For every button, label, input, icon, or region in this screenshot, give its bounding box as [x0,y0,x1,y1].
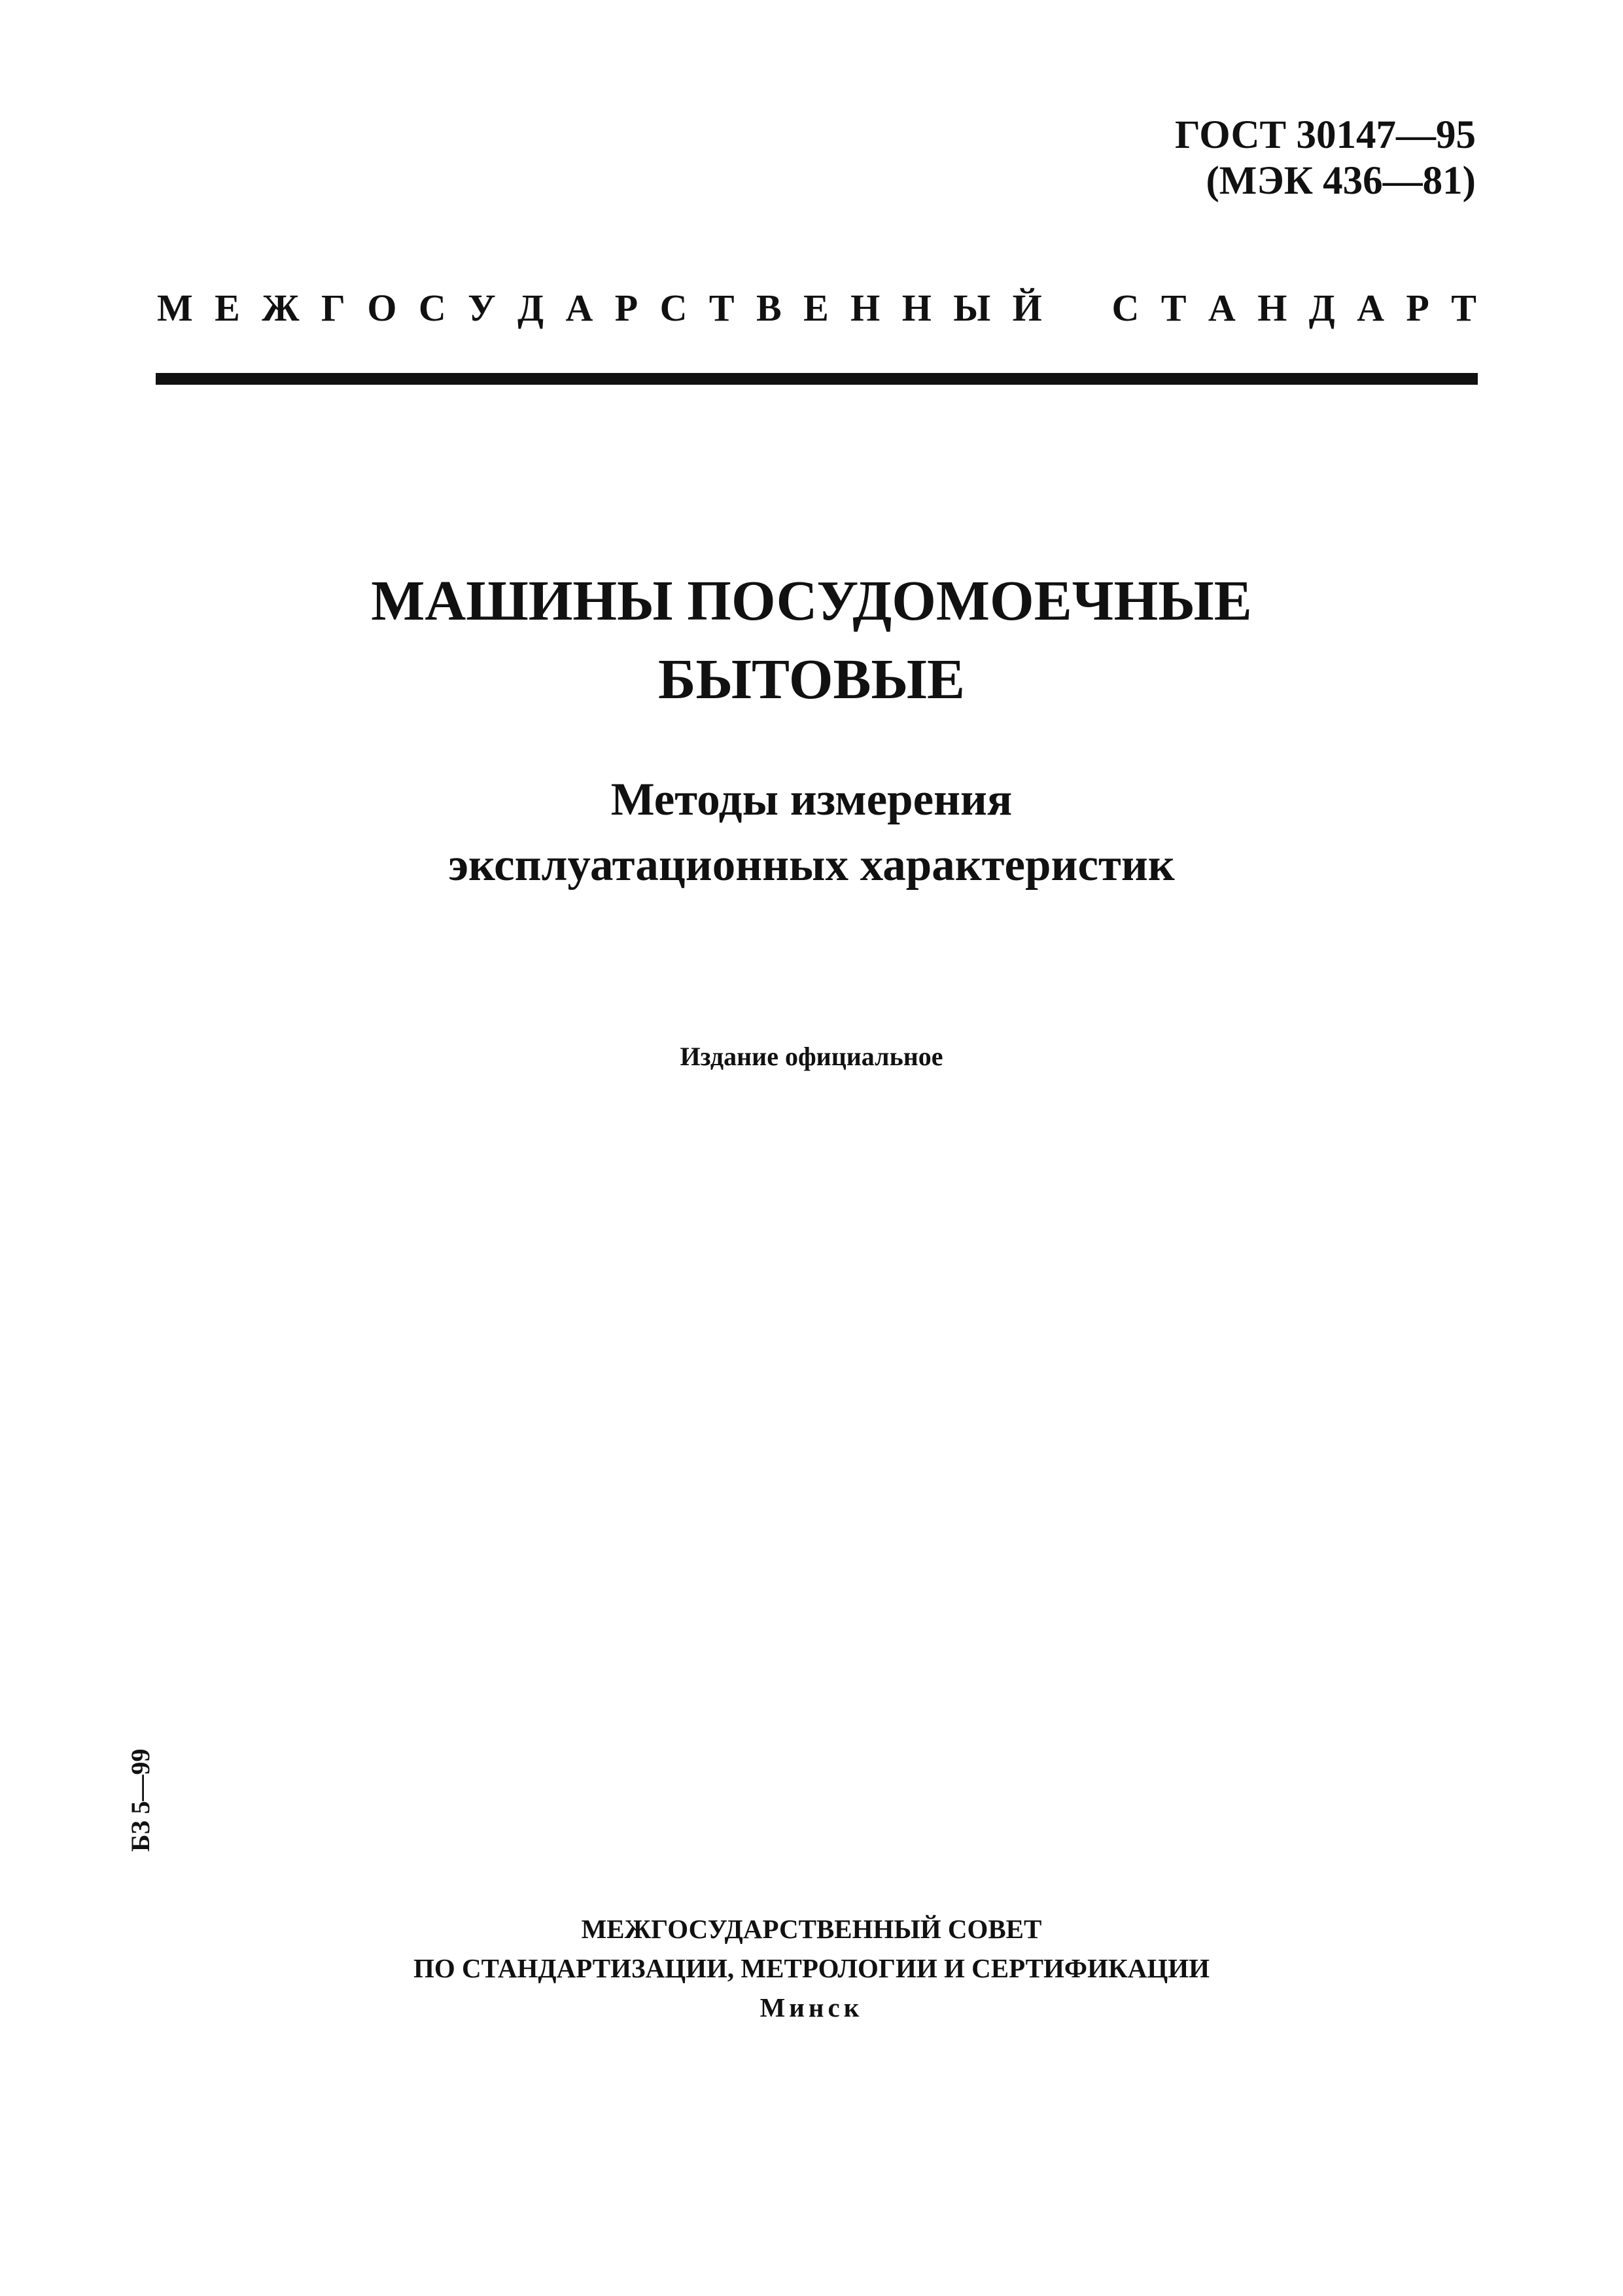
heading-letter: У [468,287,496,329]
heading-letter: Н [850,287,881,329]
heading-letter: Ы [953,287,991,329]
word-gap [1064,285,1090,331]
edition-note: Издание официальное [680,1042,943,1071]
heading-letter: Т [708,287,735,329]
title-line-2: БЫТОВЫЕ [658,647,965,711]
heading-letter: Д [1308,287,1335,329]
heading-letter: А [1208,287,1236,329]
heading-letter: Т [1161,287,1187,329]
heading-rule [156,373,1478,385]
heading-letter: С [1111,287,1140,329]
publisher-line-1: МЕЖГОСУДАРСТВЕННЫЙ СОВЕТ [581,1914,1042,1944]
heading-letter: Т [1451,287,1476,329]
gost-code-block [1175,113,1476,204]
heading-letter: Й [1012,287,1042,329]
heading-letter: Н [901,287,932,329]
heading-letter: Н [1257,287,1287,329]
heading-letter: Е [803,287,829,329]
publisher-block [0,1909,1623,2027]
subtitle-line-2: эксплуатационных характеристик [448,839,1175,891]
heading-letter: А [565,287,593,329]
heading-letter: С [659,287,688,329]
heading-letter: Р [614,287,638,329]
heading-letter: О [367,287,397,329]
subtitle-line-1: Методы измерения [610,774,1013,825]
heading-letter: С [418,287,446,329]
heading-letter: А [1357,287,1384,329]
heading-letter: Р [1406,287,1429,329]
heading-letter: Е [215,287,240,329]
heading-letter: Ж [262,287,300,329]
document-subtitle [0,767,1623,898]
heading-letter: Г [321,287,345,329]
side-code: БЗ 5—99 [126,1748,155,1852]
standard-number: ГОСТ 30147—95 [1175,113,1476,157]
publisher-city: Минск [759,1992,864,2022]
heading-letter: М [157,287,193,329]
heading-letter: Д [517,287,544,329]
standard-type-heading [157,285,1476,331]
title-line-1: МАШИНЫ ПОСУДОМОЕЧНЫЕ [371,569,1252,632]
heading-letter: В [756,287,782,329]
publisher-line-2: ПО СТАНДАРТИЗАЦИИ, МЕТРОЛОГИИ И СЕРТИФИКАЦИИ [413,1953,1210,1983]
document-title [0,561,1623,718]
iec-reference: (МЭК 436—81) [1206,159,1476,203]
